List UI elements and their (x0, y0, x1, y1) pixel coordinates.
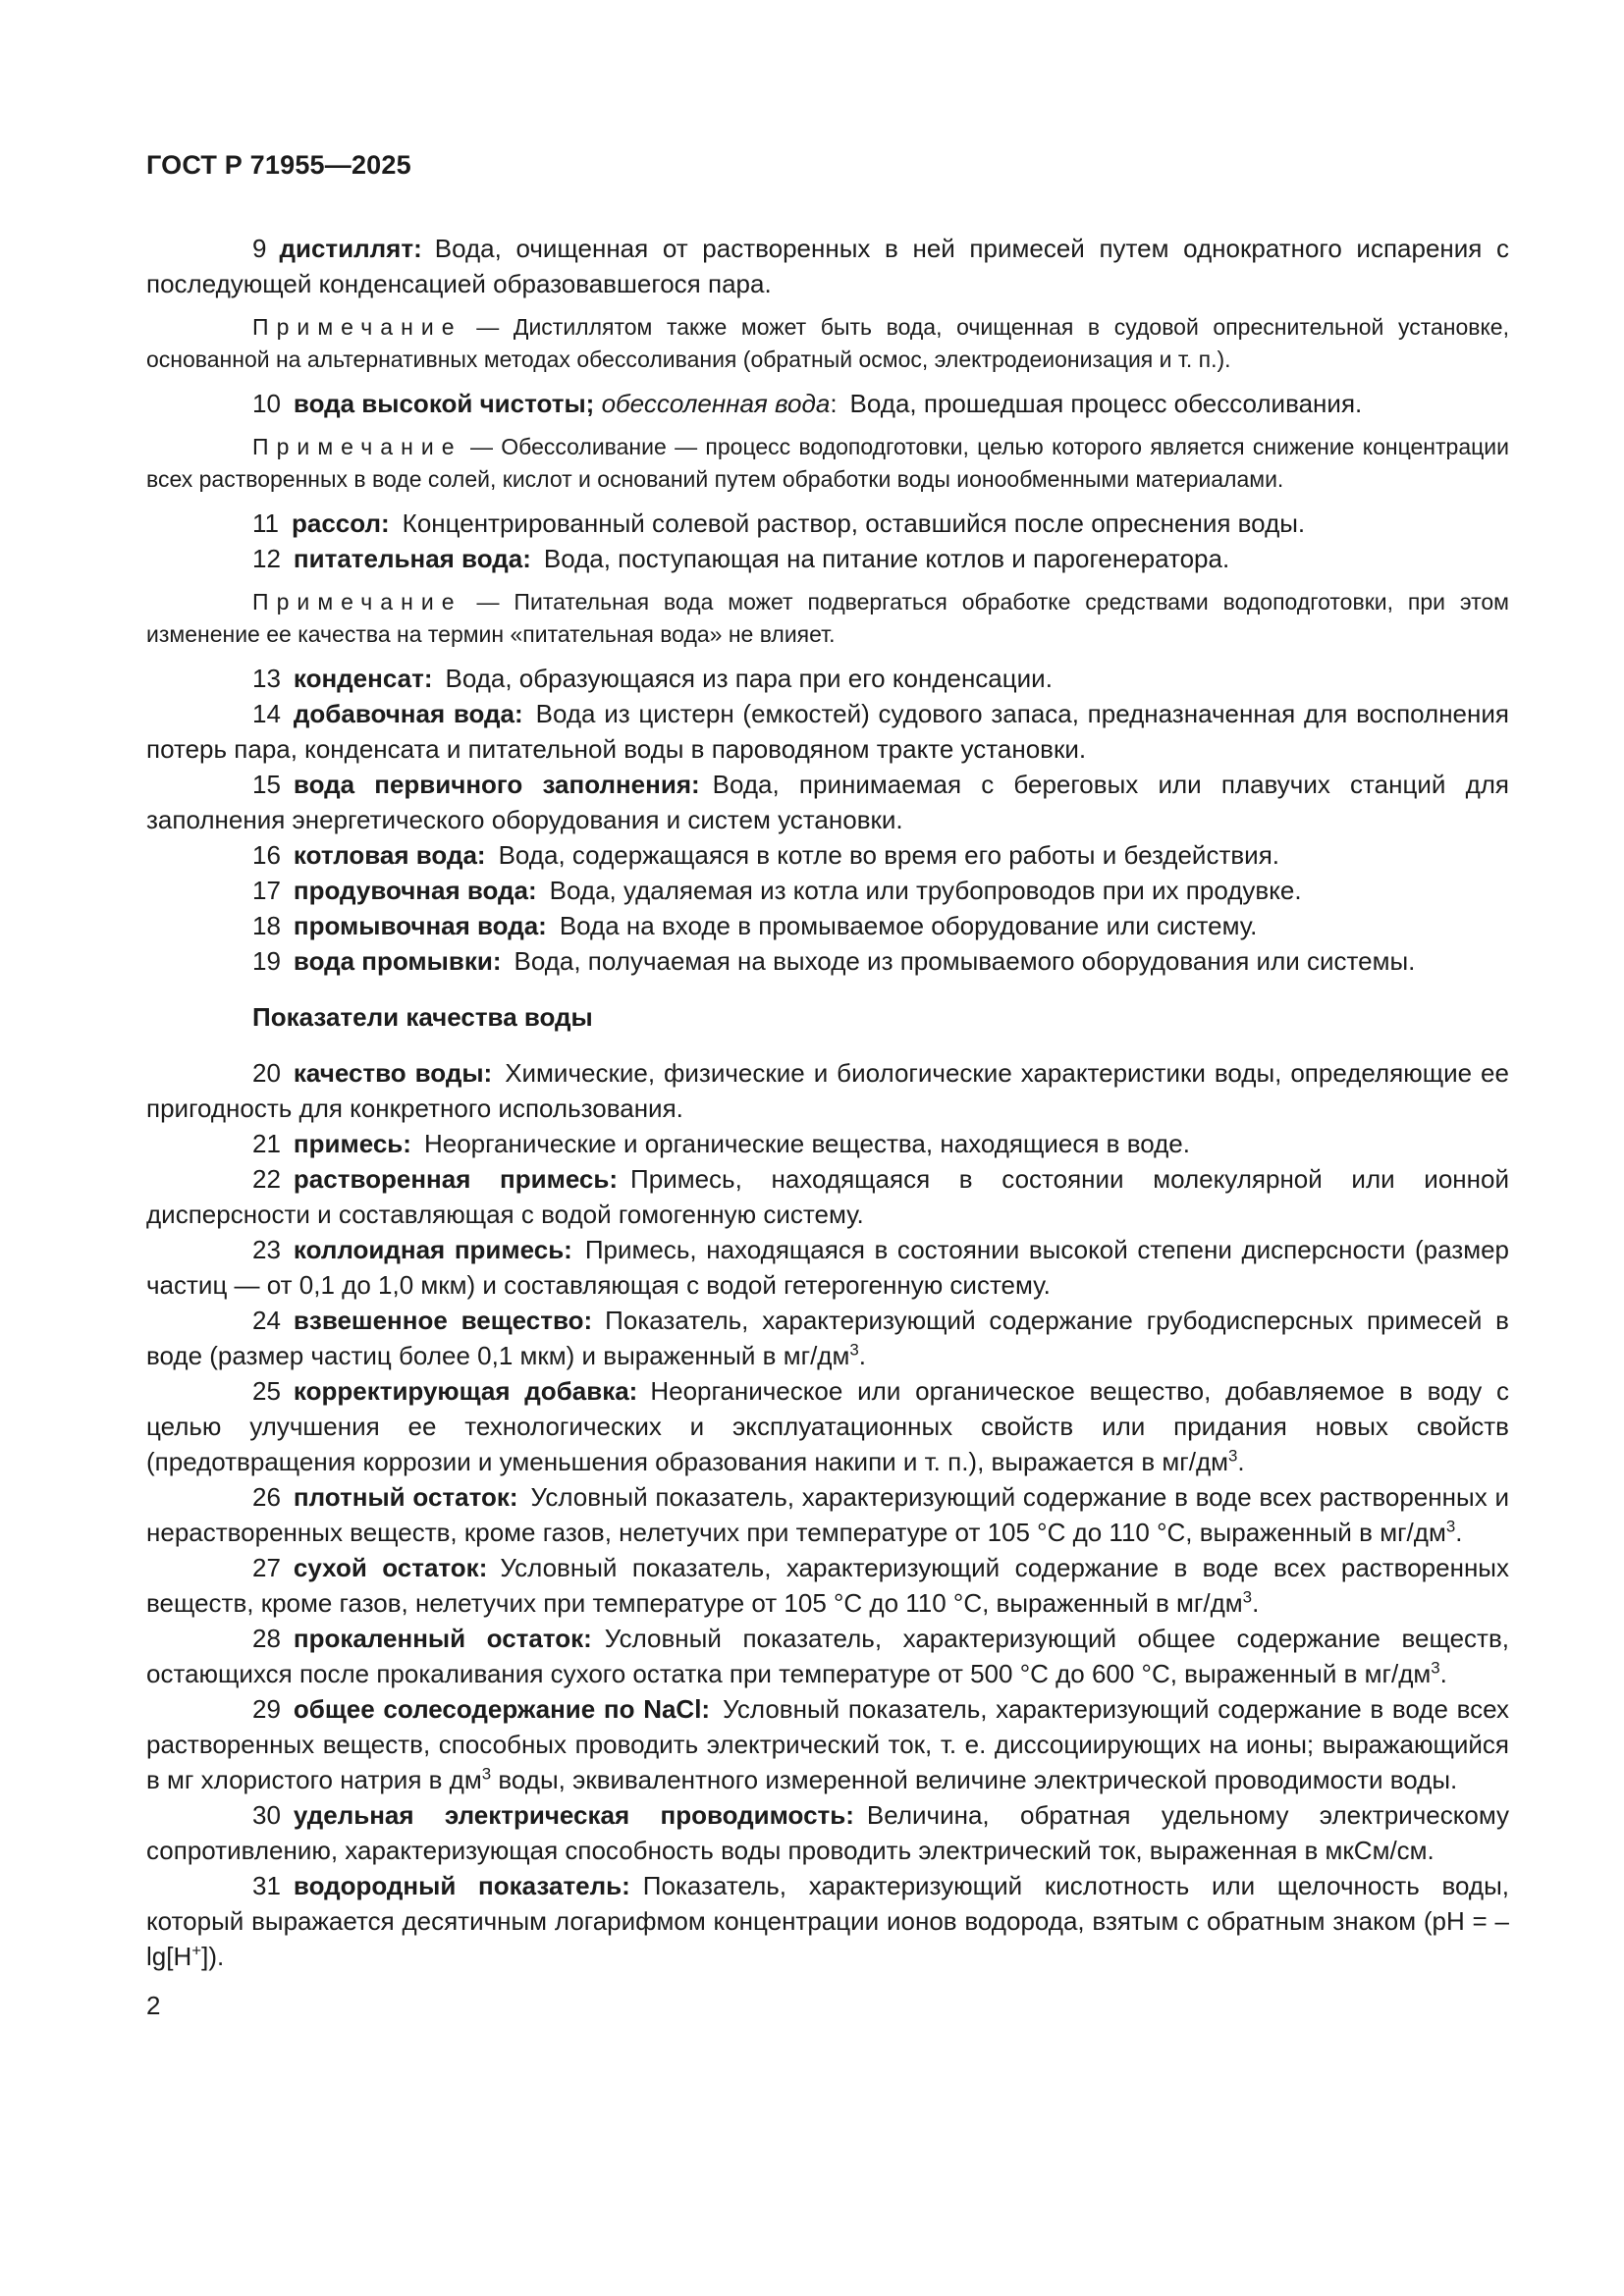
text-run: Примесь, находящаяся в состоянии высокой степени дисперсности (размер частиц — от 0,1 до 1,0 мкм) и составляющая с водой гетерогенную систему. (146, 1235, 1509, 1300)
text-run: Вода, содержащаяся в котле во время его работы и бездействия. (485, 840, 1280, 870)
text-run: растворенная примесь: (293, 1164, 619, 1194)
text-run: Величина, обратная удельному электрическому сопротивлению, характеризующая способность воды проводить электрический ток, выраженная в мкСм/см. (146, 1800, 1509, 1865)
text-run: 9 (252, 234, 280, 263)
term-paragraph (146, 767, 1509, 837)
text-run: прокаленный остаток: (293, 1624, 592, 1653)
text-run: 22 (252, 1164, 294, 1194)
note-paragraph (146, 431, 1509, 496)
text-run: 16 (252, 840, 294, 870)
text-run: Вода на входе в промываемое оборудование или систему. (546, 911, 1258, 940)
text-run: — Питательная вода может подвергаться обработке средствами водоподготовки, при этом изменение ее качества на термин «питательная вода» не влияет. (146, 589, 1509, 647)
text-run: . (1439, 1659, 1447, 1688)
text-run: 3 (1431, 1658, 1440, 1678)
text-run: добавочная вода: (293, 699, 523, 728)
text-run: Вода из цистерн (емкостей) судового запаса, предназначенная для восполнения потерь пара, конденсата и питательной воды в пароводяном тракте установки. (146, 699, 1509, 764)
text-run: 19 (252, 946, 294, 976)
term-paragraph (146, 1479, 1509, 1550)
text-run: рассол: (292, 508, 390, 538)
text-run: взвешенное вещество: (293, 1306, 593, 1335)
term-paragraph (146, 1126, 1509, 1161)
text-run: примесь: (293, 1129, 411, 1158)
text-run: 15 (252, 770, 294, 799)
text-run: вода высокой чистоты; (293, 389, 595, 418)
text-run: Вода, удаляемая из котла или трубопроводов при их продувке. (536, 876, 1302, 905)
text-run: Вода, принимаемая с береговых или плавучих станций для заполнения энергетического оборудования и систем установки. (146, 770, 1509, 834)
document-body (146, 231, 1509, 1974)
term-paragraph (146, 1691, 1509, 1797)
text-run: вода первичного заполнения: (293, 770, 700, 799)
text-run: 11 (252, 508, 292, 538)
text-run: 3 (1445, 1517, 1456, 1536)
text-run: 14 (252, 699, 294, 728)
text-run: Неорганические и органические вещества, находящиеся в воде. (410, 1129, 1190, 1158)
text-run: 23 (252, 1235, 294, 1264)
text-run: воды, эквивалентного измеренной величине электрической проводимости воды. (491, 1765, 1458, 1794)
text-run: качество воды: (293, 1058, 493, 1088)
text-run: . (1252, 1588, 1260, 1618)
term-paragraph (146, 1550, 1509, 1621)
text-run: 29 (252, 1694, 294, 1724)
text-run: 28 (252, 1624, 294, 1653)
note-paragraph (146, 311, 1509, 376)
term-paragraph (146, 1797, 1509, 1868)
text-run: промывочная вода: (293, 911, 547, 940)
text-run: Показатели качества воды (252, 1002, 593, 1032)
text-run: ]). (201, 1942, 225, 1971)
text-run: продувочная вода: (293, 876, 537, 905)
text-run: . (858, 1341, 866, 1370)
text-run: Концентрированный солевой раствор, оставшийся после опреснения воды. (389, 508, 1306, 538)
text-run: Вода, поступающая на питание котлов и парогенератора. (530, 544, 1230, 573)
text-run: дистиллят: (279, 234, 422, 263)
note-paragraph (146, 586, 1509, 651)
term-paragraph (146, 506, 1509, 541)
term-paragraph (146, 1232, 1509, 1303)
term-paragraph (146, 386, 1509, 421)
text-run: : Вода, прошедшая процесс обессоливания. (830, 389, 1363, 418)
page-number: 2 (146, 1991, 161, 2020)
term-paragraph (146, 231, 1509, 301)
text-run: 3 (1228, 1446, 1238, 1466)
term-paragraph (146, 908, 1509, 943)
text-run: конденсат: (293, 664, 433, 693)
text-run: Вода, образующаяся из пара при его конденсации. (432, 664, 1053, 693)
text-run: Вода, очищенная от растворенных в ней примесей путем однократного испарения с последующей конденсацией образовавшегося пара. (146, 234, 1509, 298)
term-paragraph (146, 943, 1509, 979)
text-run: 24 (252, 1306, 294, 1335)
term-paragraph (146, 541, 1509, 576)
text-run: Показатель, характеризующий содержание грубодисперсных примесей в воде (размер частиц более 0,1 мкм) и выраженный в мг/дм (146, 1306, 1509, 1370)
text-run: вода промывки: (293, 946, 502, 976)
text-run: 3 (1242, 1587, 1253, 1607)
text-run: водородный показатель: (293, 1871, 630, 1900)
text-run: Неорганическое или органическое вещество, добавляемое в воду с целью улучшения ее технологических и эксплуатационных свойств или придания новых свойств (предотвращения коррозии и уменьшения образования накипи и т. п.), выражается в мг/дм (146, 1376, 1509, 1476)
text-run: — Дистиллятом также может быть вода, очищенная в судовой опреснительной установке, основанной на альтернативных методах обессоливания (обратный осмос, электродеионизация и т. п.). (146, 314, 1509, 372)
text-run: Условный показатель, характеризующий содержание в воде всех растворенных веществ, способных проводить электрический ток, т. е. диссоциирующих на ионы; выражающийся в мг хлористого натрия в дм (146, 1694, 1509, 1794)
text-run: 18 (252, 911, 294, 940)
text-run: — Обессоливание — процесс водоподготовки, целью которого является снижение концентрации всех растворенных в воде солей, кислот и оснований путем обработки воды ионообменными материалами. (146, 434, 1509, 492)
text-run: 10 (252, 389, 294, 418)
text-run: Примечание (252, 314, 462, 340)
term-paragraph (146, 1868, 1509, 1974)
term-paragraph (146, 1055, 1509, 1126)
term-paragraph (146, 1303, 1509, 1373)
text-run: Примечание (252, 434, 462, 459)
text-run (594, 389, 601, 418)
text-run: 17 (252, 876, 294, 905)
text-run: 13 (252, 664, 294, 693)
text-run: общее солесодержание по NaCl: (293, 1694, 711, 1724)
text-run: плотный остаток: (293, 1482, 518, 1512)
text-run: 31 (252, 1871, 294, 1900)
term-paragraph (146, 696, 1509, 767)
text-run: 30 (252, 1800, 294, 1830)
text-run: котловая вода: (293, 840, 486, 870)
term-paragraph (146, 1621, 1509, 1691)
text-run: Химические, физические и биологические характеристики воды, определяющие ее пригодность для конкретного использования. (146, 1058, 1509, 1123)
text-run: 3 (481, 1764, 492, 1784)
text-run: 12 (252, 544, 294, 573)
text-run: Примесь, находящаяся в состоянии молекулярной или ионной дисперсности и составляющая с водой гомогенную систему. (146, 1164, 1509, 1229)
text-run: 26 (252, 1482, 294, 1512)
text-run: сухой остаток: (293, 1553, 488, 1582)
term-paragraph (146, 837, 1509, 873)
text-run: корректирующая добавка: (293, 1376, 638, 1406)
text-run: 25 (252, 1376, 294, 1406)
text-run: Вода, получаемая на выходе из промываемого оборудования или системы. (501, 946, 1416, 976)
text-run: Показатель, характеризующий кислотность или щелочность воды, который выражается десятичным логарифмом концентрации ионов водорода, взятым с обратным знаком (pH = –lg[H (146, 1871, 1510, 1971)
text-run: Примечание (252, 589, 462, 614)
text-run: Условный показатель, характеризующий содержание в воде всех растворенных веществ, кроме газов, нелетучих при температуре от 105 °С до 110 °С, выраженный в мг/дм (146, 1553, 1509, 1618)
text-run: 3 (849, 1340, 859, 1360)
document-header: ГОСТ Р 71955—2025 (146, 150, 411, 180)
text-run: обессоленная вода (601, 389, 831, 418)
text-run: питательная вода: (293, 544, 531, 573)
text-run: 27 (252, 1553, 294, 1582)
text-run: + (191, 1941, 202, 1960)
text-run: 21 (252, 1129, 294, 1158)
term-paragraph (146, 1373, 1509, 1479)
text-run: Условный показатель, характеризующий общее содержание веществ, остающихся после прокаливания сухого остатка при температуре от 500 °С до 600 °С, выраженный в мг/дм (146, 1624, 1509, 1688)
term-paragraph (146, 873, 1509, 908)
text-run: удельная электрическая проводимость: (293, 1800, 854, 1830)
text-run: коллоидная примесь: (293, 1235, 572, 1264)
text-run: Условный показатель, характеризующий содержание в воде всех растворенных и нерастворенных веществ, кроме газов, нелетучих при температуре от 105 °С до 110 °С, выраженный в мг/дм (146, 1482, 1509, 1547)
text-run: 20 (252, 1058, 294, 1088)
text-run: . (1455, 1518, 1463, 1547)
section-heading (146, 999, 1509, 1035)
term-paragraph (146, 1161, 1509, 1232)
text-run: . (1237, 1447, 1245, 1476)
term-paragraph (146, 661, 1509, 696)
